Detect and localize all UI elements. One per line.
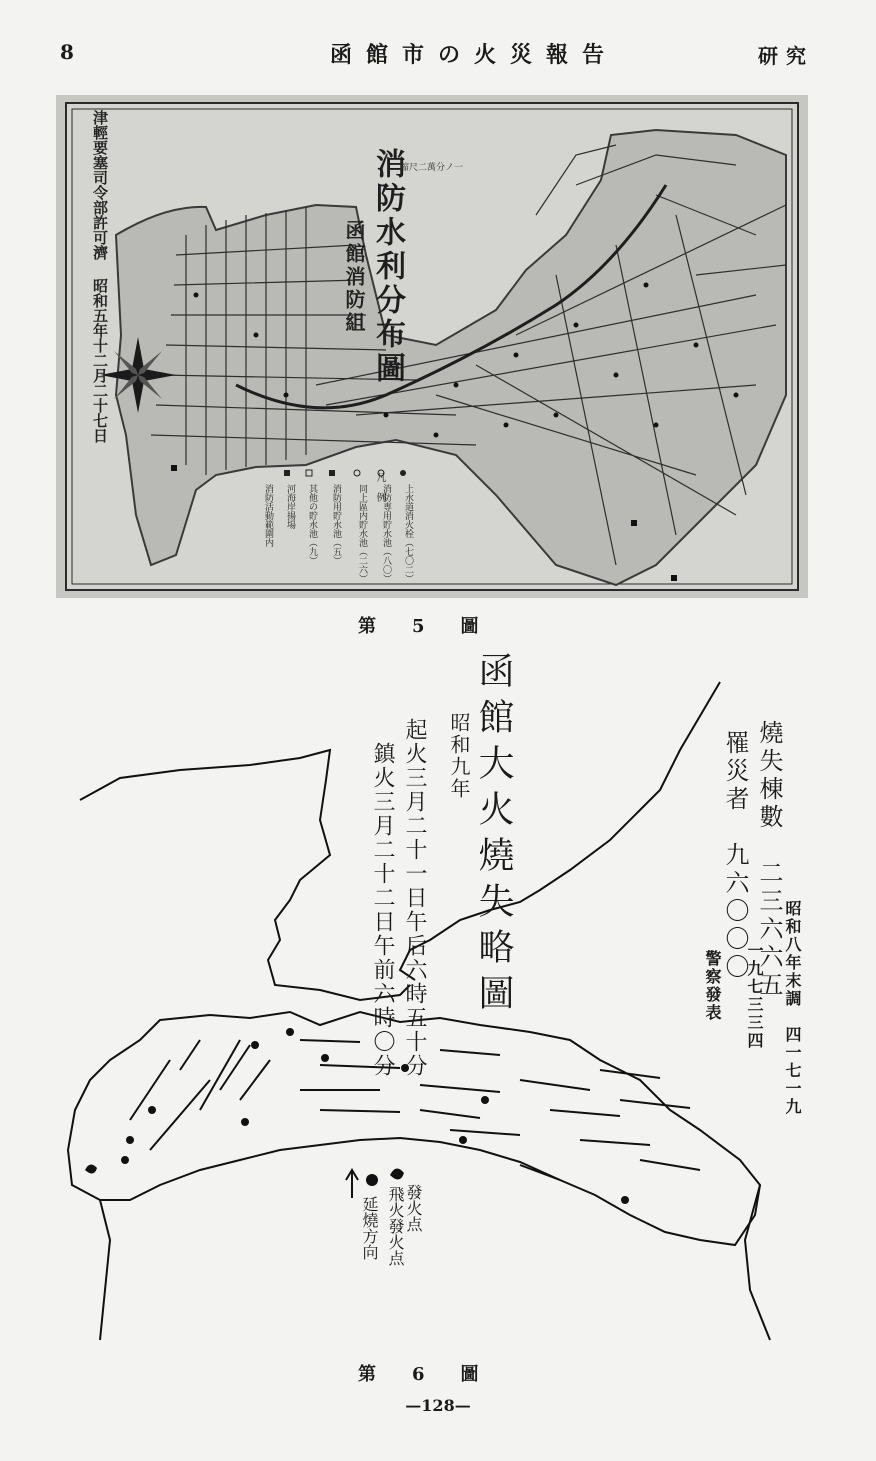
page-header	[0, 38, 876, 68]
survey-source: 昭和八年末調 四一七一九	[783, 900, 802, 1116]
running-section: 研究	[758, 44, 814, 68]
figure6-caption: 第 6 圖	[358, 1364, 479, 1385]
figure5-legend-heading: 凡 例	[374, 472, 385, 502]
survey-figure: 一九七三三四	[745, 942, 764, 1050]
figure5-legend-item: 上水道消火栓（七〇二）	[403, 484, 413, 583]
figure5-map-title: 消防水利分布圖	[370, 148, 405, 386]
figure5-legend-item: 消防専用貯水池（八〇）	[381, 484, 391, 583]
figure5-legend-item: 河海岸揚場	[285, 484, 295, 529]
permit-line-1: 昭和五年十二月二十七日	[91, 278, 109, 443]
victims-stat: 罹災者 九六〇〇〇	[721, 730, 749, 982]
fire-end-time: 鎮火三月二十二日午前六時〇分	[370, 742, 395, 1078]
permit-note	[90, 110, 110, 443]
figure6-year: 昭和九年	[447, 712, 471, 800]
figure5-legend-item: 消防活動範圍内	[263, 484, 273, 547]
legend-ignition-point: 發火点	[404, 1184, 423, 1232]
legend-spot-fire: 飛火發火点	[386, 1186, 405, 1266]
figure5-caption: 第 5 圖	[358, 616, 479, 637]
burned-buildings-stat: 燒失棟數 二三六六五	[755, 720, 783, 1000]
figure5-legend-item: 消防用貯水池（五）	[331, 484, 341, 565]
figure6-map-title: 函館大火燒失略圖	[473, 652, 514, 1020]
page-number: 8	[60, 40, 74, 64]
figure5-legend-item: 同上區内貯水池（二六）	[357, 484, 367, 583]
running-title: 函館市の火災報告	[330, 42, 619, 68]
legend-spread-direction: 延燒方向	[360, 1196, 379, 1260]
permit-line-2: 津輕要塞司令部許可濟	[91, 110, 109, 260]
police-announcement: 警察發表	[703, 950, 722, 1022]
figure5-map-author: 函館消防組	[342, 220, 366, 335]
page-footer: —128—	[405, 1396, 471, 1415]
figure5-legend-item: 其他の貯水池（九）	[307, 484, 317, 565]
figure5-scale: 縮尺二萬分ノ一	[400, 163, 464, 173]
fire-start-time: 起火三月二十一日午后六時五十分	[402, 718, 427, 1078]
